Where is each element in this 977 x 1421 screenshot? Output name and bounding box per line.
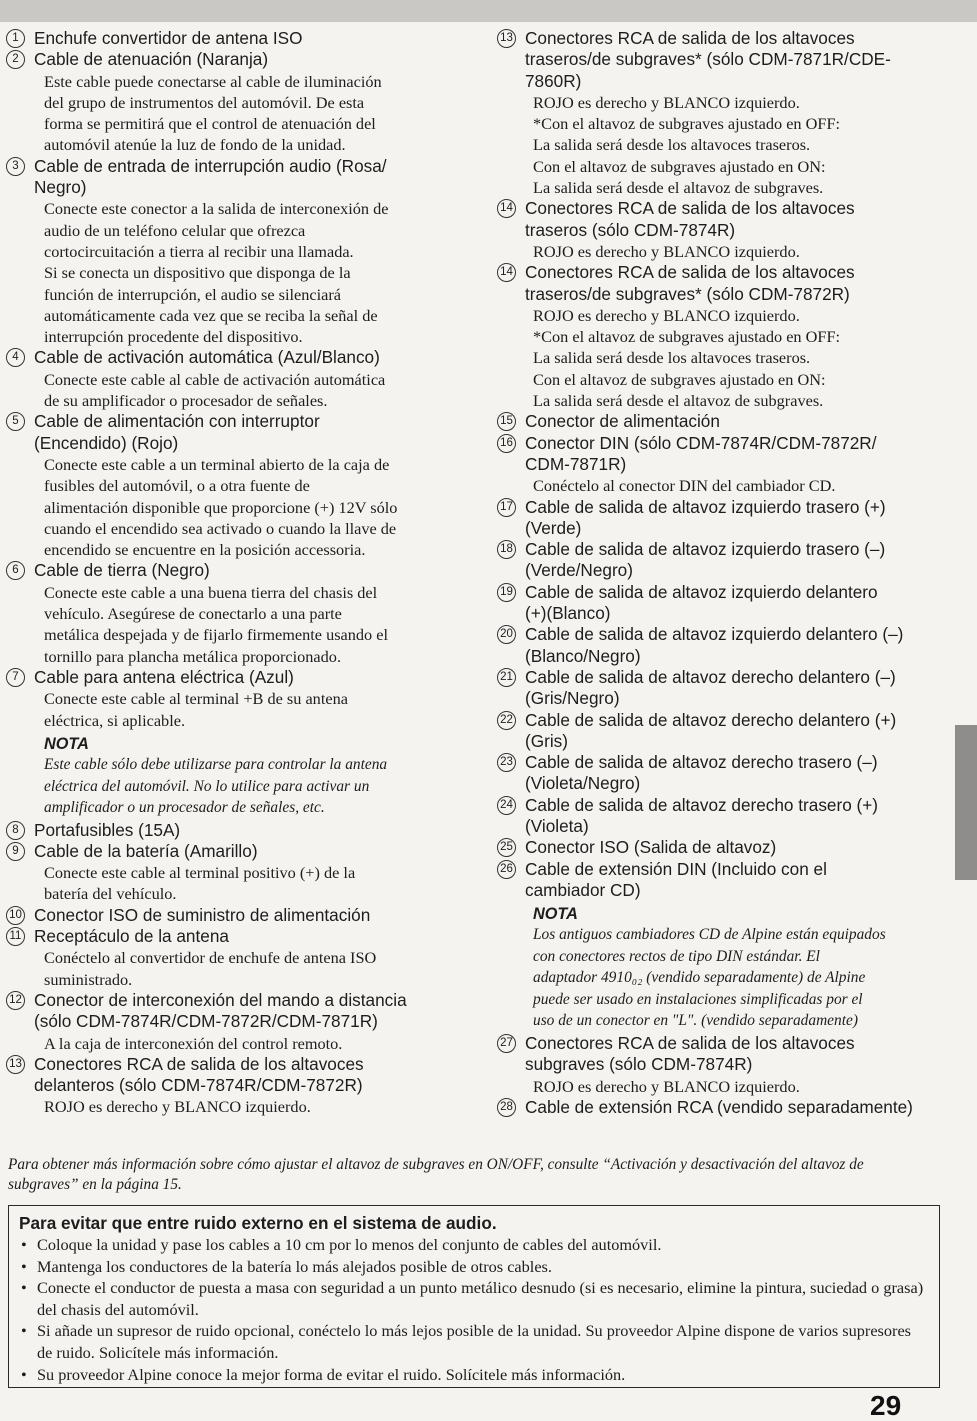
item-number-badge: 14 — [497, 263, 516, 282]
page-number: 29 — [870, 1390, 902, 1421]
item-heading — [497, 624, 957, 667]
item-description-line: interrupción procedente del dispositivo. — [44, 327, 303, 347]
noise-prevention-box — [8, 1205, 940, 1388]
item-number-badge: 7 — [6, 668, 25, 687]
item-title: Cable de salida de altavoz izquierdo delantero (–) (Blanco/Negro) — [525, 624, 904, 666]
nota-text-line: Los antiguos cambiadores CD de Alpine están equipados — [533, 926, 886, 944]
item-title: Cable de extensión DIN (Incluido con el cambiador CD) — [525, 858, 827, 900]
item-heading — [497, 795, 957, 838]
noise-bullet: • Si añade un supresor de ruido opcional, conéctelo lo más lejos posible de la unidad. Su proveedor Alpine dispone de varios supresores de ruido. Solicítele más información. — [19, 1320, 929, 1363]
item-title: Cable de activación automática (Azul/Blanco) — [34, 347, 380, 368]
item-title: Receptáculo de la antena — [34, 926, 229, 947]
connection-item — [497, 667, 957, 710]
item-number-badge: 15 — [497, 412, 516, 431]
connection-item — [497, 1097, 957, 1118]
item-title: Cable de salida de altavoz izquierdo delantero (+)(Blanco) — [525, 581, 878, 624]
nota-text-line: amplificador o un procesador de señales, etc. — [44, 799, 325, 817]
item-title: Cable de atenuación (Naranja) — [34, 49, 269, 70]
connection-item — [497, 262, 957, 411]
item-description-line: ROJO es derecho y BLANCO izquierdo. — [533, 305, 800, 325]
item-number-badge: 28 — [497, 1098, 516, 1117]
item-description-line: automóvil atenúe la luz de fondo de la unidad. — [44, 135, 346, 155]
noise-bullet: • Su proveedor Alpine conoce la mejor forma de evitar el ruido. Solícitele más información. — [19, 1364, 929, 1386]
item-heading — [497, 497, 957, 540]
item-number-badge: 13 — [6, 1055, 25, 1074]
item-title: Cable para antena eléctrica (Azul) — [34, 666, 294, 687]
item-title: Cable de salida de altavoz derecho trasero (–) (Violeta/Negro) — [525, 752, 878, 794]
item-heading — [8, 841, 466, 862]
item-description-line: alimentación disponible que proporcione (+) 12V sólo — [44, 497, 398, 517]
connection-item — [497, 1033, 957, 1097]
connection-item — [497, 624, 957, 667]
item-description-line: Conecte este cable al terminal positivo (+) de la — [44, 863, 356, 883]
subwoofer-note-line: La salida será desde el altavoz de subgraves. — [533, 178, 824, 198]
top-scan-strip — [0, 0, 977, 22]
item-number-badge: 10 — [6, 906, 25, 925]
item-heading — [497, 411, 957, 432]
item-number-badge: 3 — [6, 157, 25, 176]
item-number-badge: 17 — [497, 498, 516, 517]
item-heading — [8, 411, 466, 454]
item-description-line: de su amplificador o procesador de señales. — [44, 391, 328, 411]
item-heading — [8, 1054, 466, 1097]
item-number-badge: 27 — [497, 1034, 516, 1053]
item-description-line: ROJO es derecho y BLANCO izquierdo. — [533, 92, 800, 112]
connection-item — [497, 859, 957, 1031]
subwoofer-note-line: La salida será desde los altavoces traseros. — [533, 348, 811, 368]
connection-item — [8, 560, 466, 666]
item-title: Portafusibles (15A) — [34, 819, 181, 840]
item-heading — [497, 28, 957, 92]
item-title: Cable de salida de altavoz izquierdo trasero (–) (Verde/Negro) — [525, 539, 886, 581]
item-title: Cable de alimentación con interruptor (Encendido) (Rojo) — [34, 411, 320, 453]
item-description-line: Este cable puede conectarse al cable de iluminación — [44, 71, 382, 91]
item-heading — [497, 752, 957, 795]
connection-item — [8, 28, 466, 49]
item-description-line: Conecte este cable al terminal +B de su antena — [44, 689, 348, 709]
item-number-badge: 23 — [497, 753, 516, 772]
item-number-badge: 9 — [6, 842, 25, 861]
item-description-line: Conecte este conector a la salida de interconexión de — [44, 199, 389, 219]
item-description-line: Conéctelo al conector DIN del cambiador CD. — [533, 476, 836, 496]
item-description-line: cuando el encendido sea activado o cuando la llave de — [44, 518, 397, 538]
item-title: Cable de salida de altavoz derecho delantero (+) (Gris) — [525, 709, 897, 751]
item-heading — [8, 905, 466, 926]
item-title: Conector de interconexión del mando a distancia (sólo CDM-7874R/CDM-7872R/CDM-7871R) — [34, 989, 407, 1032]
connection-item — [497, 795, 957, 838]
item-number-badge: 24 — [497, 796, 516, 815]
right-column — [497, 28, 957, 1118]
item-description-line: Si se conecta un dispositivo que disponga de la — [44, 263, 351, 283]
connection-item — [8, 49, 466, 155]
connection-item — [497, 433, 957, 497]
nota-text-line: adaptador 4910₀₂ (vendido separadamente) de Alpine — [533, 969, 866, 987]
item-heading — [8, 667, 466, 688]
item-heading — [497, 262, 957, 305]
nota-text-line: uso de un conector en "L". (vendido separadamente) — [533, 1012, 858, 1030]
item-title: Cable de entrada de interrupción audio (Rosa/ Negro) — [34, 155, 387, 198]
item-heading — [497, 667, 957, 710]
nota-heading: NOTA — [44, 734, 89, 753]
item-heading — [497, 859, 957, 902]
connection-item — [8, 841, 466, 905]
noise-bullet: • Mantenga los conductores de la batería lo más alejados posible de otros cables. — [19, 1256, 929, 1278]
language-side-tab — [955, 725, 977, 880]
connection-item — [497, 497, 957, 540]
item-number-badge: 13 — [497, 29, 516, 48]
connection-item — [8, 926, 466, 990]
connection-item — [497, 198, 957, 262]
subwoofer-note-line: *Con el altavoz de subgraves ajustado en OFF: — [533, 114, 841, 134]
item-number-badge: 22 — [497, 711, 516, 730]
item-title: Conector ISO (Salida de altavoz) — [525, 837, 777, 858]
item-heading — [8, 28, 466, 49]
item-description-line: forma se permitirá que el control de atenuación del — [44, 114, 376, 134]
item-title: Conector ISO de suministro de alimentación — [34, 904, 371, 925]
noise-bullet: • Conecte el conductor de puesta a masa con seguridad a un punto metálico desnudo (si es necesario, elimine la pintura, suciedad o grasa) del chasis del automóvil. — [19, 1277, 929, 1320]
item-number-badge: 21 — [497, 668, 516, 687]
item-heading — [8, 347, 466, 368]
item-title: Enchufe convertidor de antena ISO — [34, 28, 303, 48]
item-heading — [497, 539, 957, 582]
connection-item — [8, 905, 466, 926]
item-title: Cable de salida de altavoz derecho trasero (+) (Violeta) — [525, 794, 879, 836]
subwoofer-note-line: La salida será desde los altavoces traseros. — [533, 135, 811, 155]
item-heading — [497, 198, 957, 241]
item-title: Cable de salida de altavoz izquierdo trasero (+) (Verde) — [525, 496, 886, 538]
connection-item — [8, 156, 466, 348]
item-number-badge: 16 — [497, 434, 516, 453]
nota-text-line: eléctrica del automóvil. No lo utilice para activar un — [44, 777, 370, 795]
subwoofer-note-line: Con el altavoz de subgraves ajustado en ON: — [533, 369, 826, 389]
item-number-badge: 19 — [497, 583, 516, 602]
connection-item — [8, 411, 466, 560]
item-number-badge: 8 — [6, 821, 25, 840]
item-number-badge: 1 — [6, 29, 25, 48]
item-number-badge: 25 — [497, 838, 516, 857]
item-heading — [497, 710, 957, 753]
item-heading — [8, 560, 466, 581]
item-title: Conectores RCA de salida de los altavoces traseros/de subgraves* (sólo CDM-7872R) — [525, 262, 855, 304]
item-description-line: ROJO es derecho y BLANCO izquierdo. — [533, 1076, 800, 1096]
item-description-line: tornillo para plancha metálica proporcionado. — [44, 646, 342, 666]
item-description-line: Conecte este cable al cable de activación automática — [44, 369, 386, 389]
item-number-badge: 20 — [497, 625, 516, 644]
left-column — [8, 28, 466, 1118]
item-title: Conectores RCA de salida de los altavoces traseros (sólo CDM-7874R) — [525, 198, 855, 240]
item-title: Conectores RCA de salida de los altavoces traseros/de subgraves* (sólo CDM-7871R/CDE- 7860R) — [525, 28, 891, 91]
item-description-line: del grupo de instrumentos del automóvil. De esta — [44, 92, 365, 112]
subwoofer-note-line: *Con el altavoz de subgraves ajustado en OFF: — [533, 327, 841, 347]
item-heading — [497, 1033, 957, 1076]
noise-box-title: Para evitar que entre ruido externo en el sistema de audio. — [19, 1213, 497, 1233]
item-description-line: Conéctelo al convertidor de enchufe de antena ISO — [44, 948, 377, 968]
nota-text-line: con conectores rectos de tipo DIN estándar. El — [533, 947, 820, 965]
item-description-line: eléctrica, si aplicable. — [44, 710, 186, 730]
item-title: Cable de tierra (Negro) — [34, 560, 210, 581]
connection-item — [497, 752, 957, 795]
item-heading — [8, 926, 466, 947]
item-number-badge: 14 — [497, 199, 516, 218]
connection-item — [8, 820, 466, 841]
nota-text-line: puede ser usado en instalaciones simplificadas por el — [533, 990, 863, 1008]
connection-item — [497, 837, 957, 858]
item-description-line: suministrado. — [44, 969, 133, 989]
item-heading — [497, 582, 957, 625]
item-heading — [497, 433, 957, 476]
item-description-line: Conecte este cable a un terminal abierto de la caja de — [44, 454, 390, 474]
item-title: Conectores RCA de salida de los altavoces delanteros (sólo CDM-7874R/CDM-7872R) — [34, 1053, 364, 1096]
item-title: Cable de la batería (Amarillo) — [34, 840, 258, 861]
connection-item — [8, 667, 466, 818]
connection-item — [497, 28, 957, 198]
item-description-line: ROJO es derecho y BLANCO izquierdo. — [44, 1097, 311, 1117]
item-number-badge: 12 — [6, 991, 25, 1010]
connection-item — [8, 990, 466, 1054]
item-description-line: A la caja de interconexión del control remoto. — [44, 1033, 343, 1053]
item-heading — [8, 990, 466, 1033]
nota-text-line: Este cable sólo debe utilizarse para controlar la antena — [44, 756, 388, 774]
connection-item — [497, 411, 957, 432]
item-description-line: metálica despejada y de fijarlo firmemente usando el — [44, 625, 389, 645]
item-description-line: vehículo. Asegúrese de conectarlo a una parte — [44, 604, 342, 624]
item-heading — [497, 837, 957, 858]
item-number-badge: 5 — [6, 412, 25, 431]
item-heading — [8, 49, 466, 70]
item-description-line: cortocircuitación a tierra al recibir una llamada. — [44, 241, 354, 261]
connection-item — [497, 710, 957, 753]
item-description-line: automáticamente cada vez que se reciba la señal de — [44, 305, 378, 325]
noise-bullet: • Coloque la unidad y pase los cables a 10 cm por lo menos del conjunto de cables del automóvil. — [19, 1234, 929, 1256]
connection-item — [8, 347, 466, 411]
connection-item — [497, 539, 957, 582]
nota-heading: NOTA — [533, 905, 578, 924]
item-title: Cable de salida de altavoz derecho delantero (–) (Gris/Negro) — [525, 666, 896, 709]
subwoofer-note-line: La salida será desde el altavoz de subgraves. — [533, 391, 824, 411]
item-heading — [8, 820, 466, 841]
item-number-badge: 26 — [497, 860, 516, 879]
item-title: Conector DIN (sólo CDM-7874R/CDM-7872R/ CDM-7871R) — [525, 432, 877, 474]
item-description-line: Conecte este cable a una buena tierra del chasis del — [44, 582, 378, 602]
connection-item — [497, 582, 957, 625]
item-number-badge: 2 — [6, 50, 25, 69]
subwoofer-footnote: Para obtener más información sobre cómo ajustar el altavoz de subgraves en ON/OFF, consulte “Activación y desactivación del altavoz de subgraves” en la página 15. — [8, 1156, 864, 1193]
item-description-line: encendido se encuentre en la posición accessoria. — [44, 540, 366, 560]
item-number-badge: 18 — [497, 540, 516, 559]
item-number-badge: 11 — [6, 927, 25, 946]
item-title: Conector de alimentación — [525, 411, 720, 432]
subwoofer-note-line: Con el altavoz de subgraves ajustado en ON: — [533, 156, 826, 176]
item-number-badge: 6 — [6, 561, 25, 580]
noise-bullet-list — [19, 1234, 929, 1385]
item-title: Cable de extensión RCA (vendido separadamente) — [525, 1096, 913, 1117]
item-description-line: ROJO es derecho y BLANCO izquierdo. — [533, 241, 800, 261]
item-description-line: batería del vehículo. — [44, 884, 177, 904]
item-description-line: audio de un teléfono celular que ofrezca — [44, 220, 306, 240]
item-heading — [497, 1097, 957, 1118]
item-description-line: función de interrupción, el audio se silenciará — [44, 284, 342, 304]
item-number-badge: 4 — [6, 348, 25, 367]
item-description-line: fusibles del automóvil, o a otra fuente de — [44, 476, 310, 496]
item-title: Conectores RCA de salida de los altavoces subgraves (sólo CDM-7874R) — [525, 1032, 855, 1075]
item-heading — [8, 156, 466, 199]
connection-item — [8, 1054, 466, 1118]
